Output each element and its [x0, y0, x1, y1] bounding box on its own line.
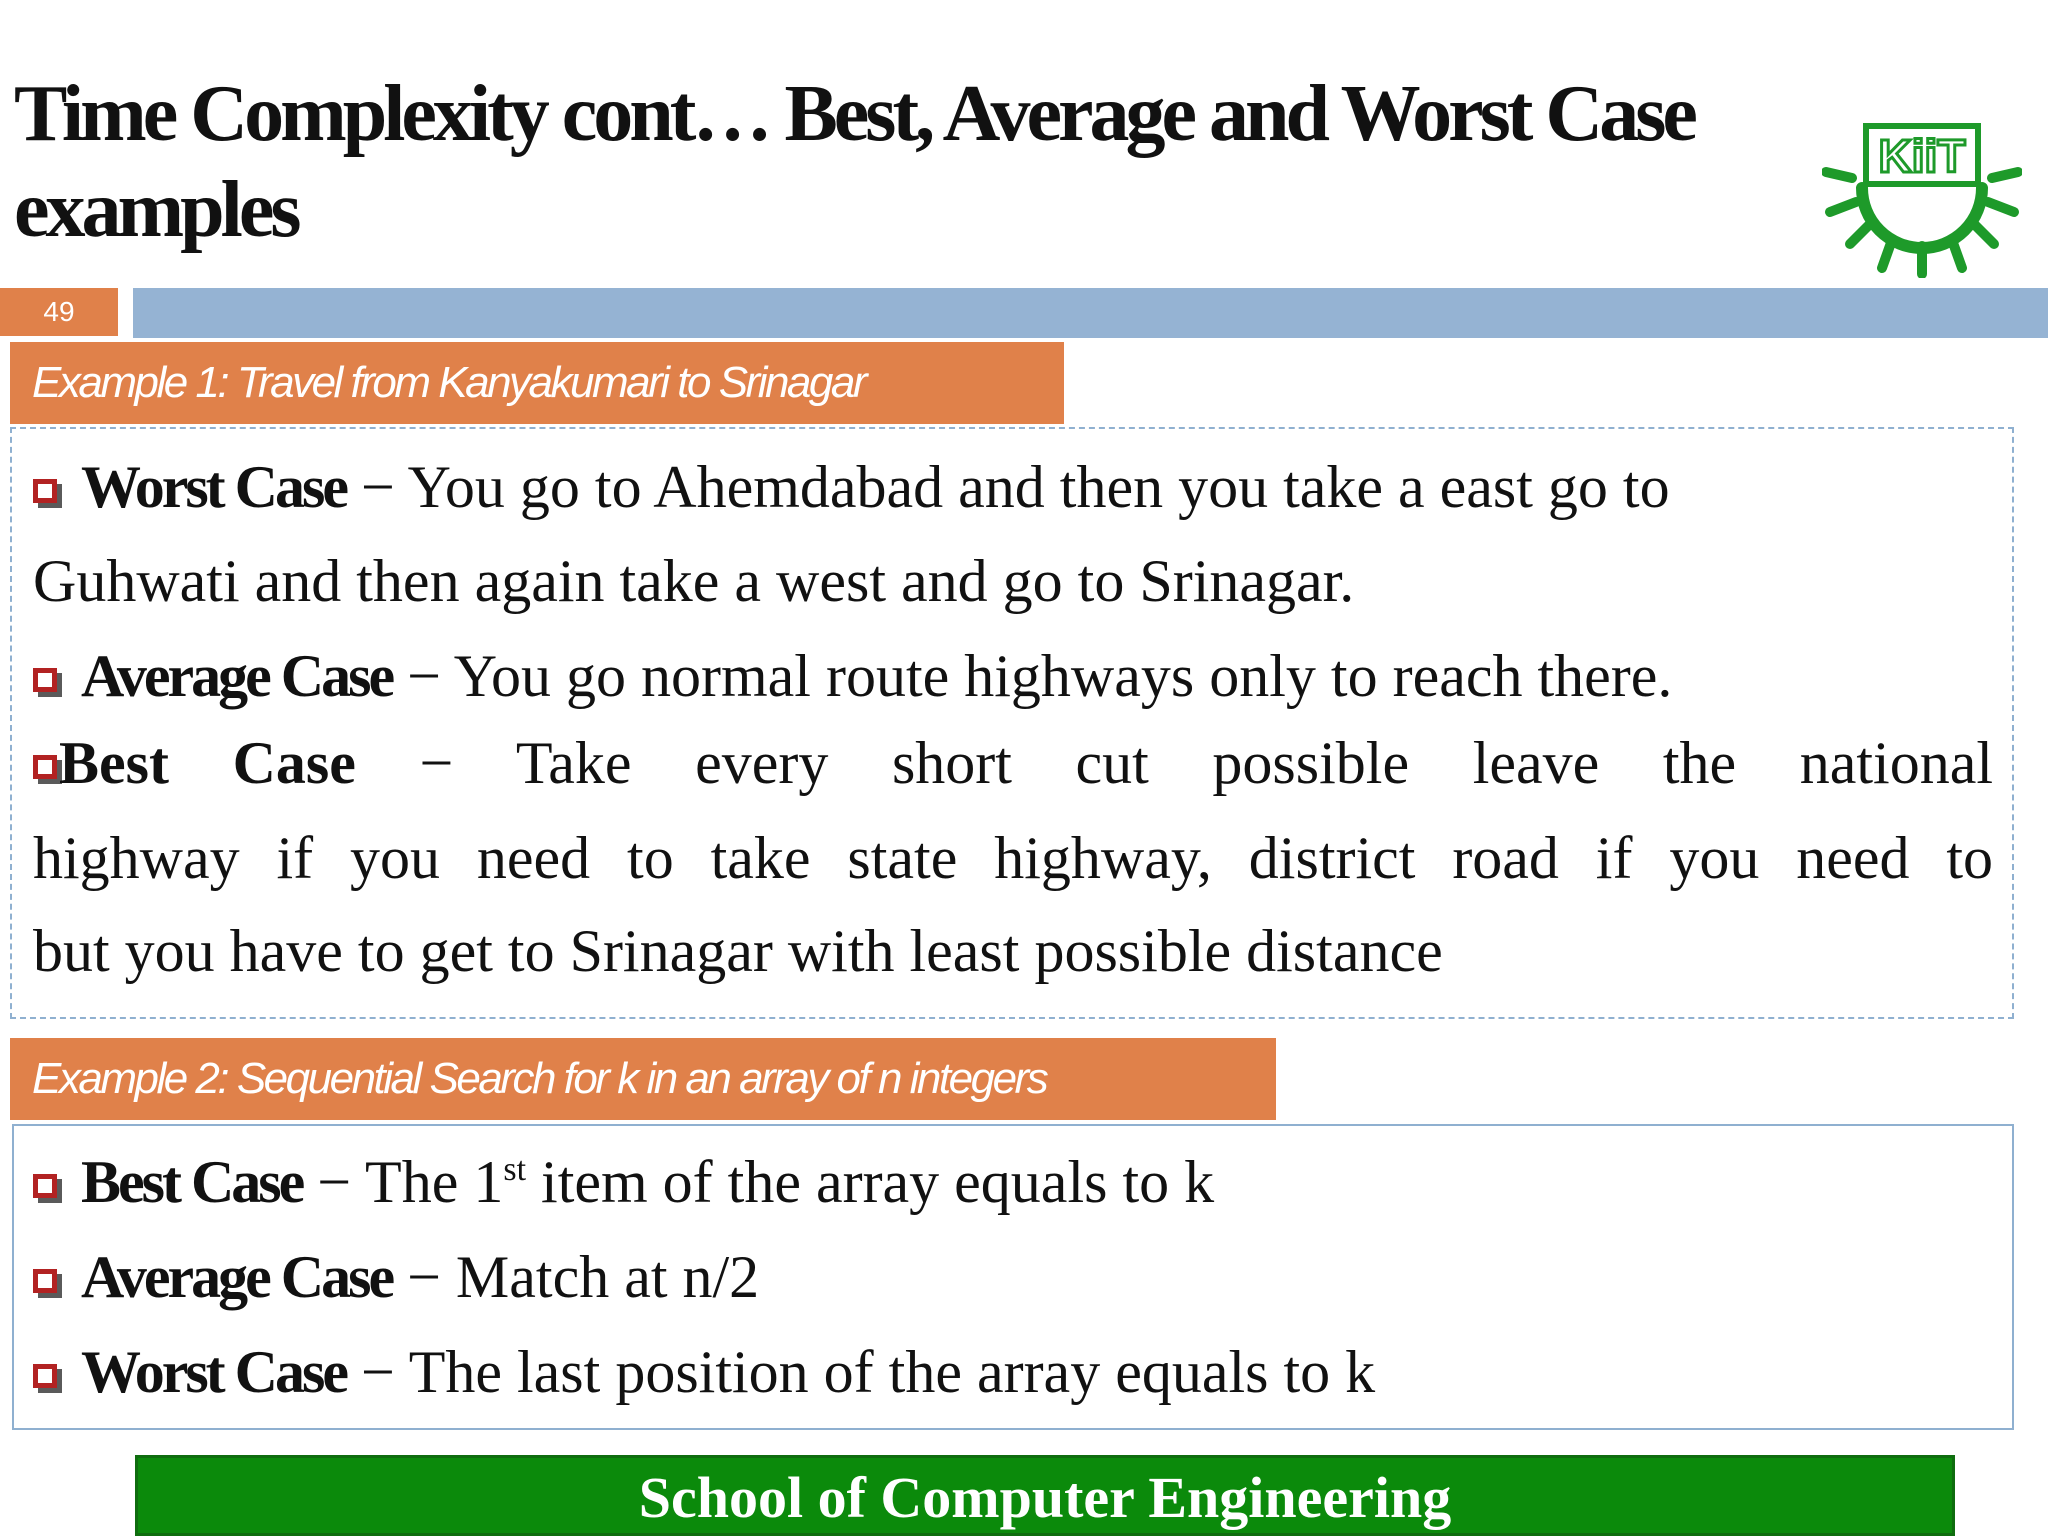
checkbox-bullet-icon	[33, 1364, 57, 1388]
ex2-average-text: − Match at n/2	[392, 1244, 760, 1310]
ex1-best-text1: − Take every short cut possible leave the national	[355, 730, 1994, 796]
example1-header: Example 1: Travel from Kanyakumari to Srinagar	[10, 342, 1064, 424]
header-bar	[133, 288, 2048, 338]
ex1-average-text: − You go normal route highways only to reach there.	[392, 643, 1673, 709]
ex2-best-text-post: item of the array equals to k	[526, 1149, 1215, 1215]
ex2-worst-line	[33, 1338, 1375, 1407]
ex2-average-line	[33, 1243, 759, 1312]
ex1-best-line1	[33, 729, 1993, 798]
ex2-best-line	[33, 1148, 1214, 1217]
ex2-worst-text: − The last position of the array equals to k	[345, 1339, 1376, 1405]
ex1-worst-text1: − You go to Ahemdabad and then you take a east go to	[345, 454, 1670, 520]
ex1-worst-line2: Guhwati and then again take a west and go to Srinagar.	[33, 548, 1355, 614]
ex1-best-line2: highway if you need to take state highway, district road if you need to	[33, 825, 1993, 891]
checkbox-bullet-icon	[33, 755, 57, 779]
checkbox-bullet-icon	[33, 668, 57, 692]
kiit-logo-icon	[1822, 118, 2022, 278]
ex1-average-line	[33, 642, 1672, 711]
example2-header: Example 2: Sequential Search for k in an array of n integers	[10, 1038, 1276, 1120]
ex2-best-sup: st	[503, 1151, 527, 1188]
checkbox-bullet-icon	[33, 479, 57, 503]
ex2-best-term: Best Case	[81, 1149, 303, 1215]
ex1-average-term: Average Case	[81, 643, 393, 709]
ex2-best-text-pre: − The 1	[302, 1149, 504, 1215]
checkbox-bullet-icon	[33, 1174, 57, 1198]
ex1-best-term: Best Case	[59, 730, 356, 796]
logo-text: KiiT	[1878, 130, 1966, 182]
checkbox-bullet-icon	[33, 1269, 57, 1293]
ex1-worst-term: Worst Case	[81, 454, 346, 520]
footer-banner: School of Computer Engineering	[135, 1455, 1955, 1536]
slide-title: Time Complexity cont… Best, Average and Worst Case examples	[14, 70, 1694, 254]
ex1-worst-line1	[33, 453, 1670, 522]
slide-number: 49	[0, 288, 118, 336]
ex2-worst-term: Worst Case	[81, 1339, 346, 1405]
ex2-average-term: Average Case	[81, 1244, 393, 1310]
ex1-best-line3: but you have to get to Srinagar with least possible distance	[33, 918, 1443, 984]
